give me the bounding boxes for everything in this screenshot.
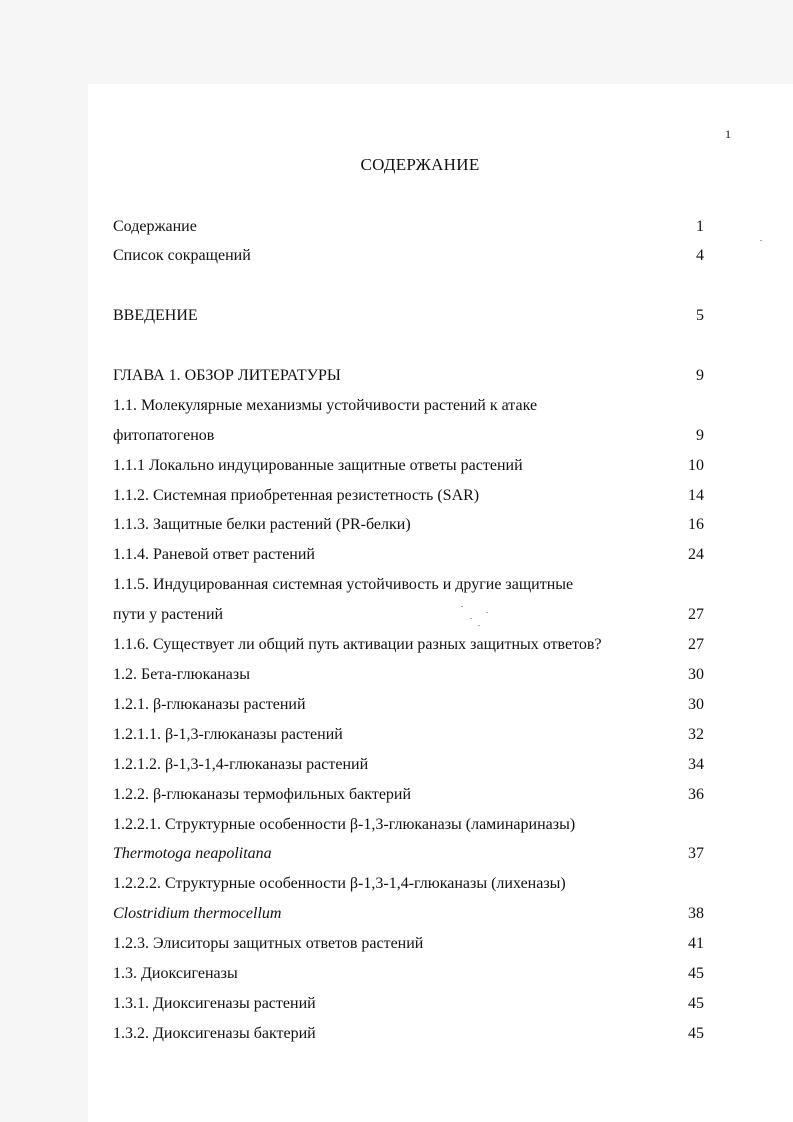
toc-entry-text: 1.1.4. Раневой ответ растений <box>113 546 315 563</box>
toc-entry[interactable] <box>113 244 713 268</box>
toc-entry[interactable] <box>113 603 713 627</box>
toc-entry[interactable] <box>113 454 713 478</box>
toc-entry[interactable] <box>113 783 713 807</box>
toc-entry-page: 5 <box>696 307 704 324</box>
toc-entry[interactable] <box>113 962 713 986</box>
toc-entry[interactable] <box>113 513 713 537</box>
toc-entry-page: 38 <box>688 905 704 922</box>
toc-entry-text: 1.1.2. Системная приобретенная резистетность (SAR) <box>113 487 480 504</box>
scan-speck <box>760 240 762 241</box>
toc-entry-text: ГЛАВА 1. ОБЗОР ЛИТЕРАТУРЫ <box>113 367 341 384</box>
toc-entry-page: 34 <box>688 756 704 773</box>
toc-entry[interactable] <box>113 872 713 896</box>
scan-speck <box>486 612 488 613</box>
toc-entry-text: 1.2.2.2. Структурные особенности β-1,3-1,4-глюканазы (лихеназы) <box>113 875 566 892</box>
toc-entry-text: ВВЕДЕНИЕ <box>113 307 198 324</box>
toc-entry-text: 1.1.6. Существует ли общий путь активации разных защитных ответов? <box>113 636 602 653</box>
toc-entry-page: 30 <box>688 696 704 713</box>
toc-entry-text: Содержание <box>113 218 197 235</box>
toc-entry[interactable] <box>113 543 713 567</box>
toc-entry-text: 1.2.1.1. β-1,3-глюканазы растений <box>113 726 343 743</box>
toc-entry[interactable] <box>113 424 713 448</box>
toc-entry-text: 1.1.5. Индуцированная системная устойчивость и другие защитные <box>113 576 574 593</box>
toc-entry[interactable] <box>113 932 713 956</box>
toc-entry-text: 1.1.3. Защитные белки растений (PR-белки) <box>113 516 411 533</box>
toc-entry-text: Thermotoga neapolitana <box>113 845 272 862</box>
toc-entry-page: 10 <box>688 457 704 474</box>
toc-entry[interactable] <box>113 813 713 837</box>
toc-entry-text: 1.2.2. β-глюканазы термофильных бактерий <box>113 786 412 803</box>
toc-entry-page: 37 <box>688 845 704 862</box>
toc-entry[interactable] <box>113 484 713 508</box>
toc-entry-page: 9 <box>696 367 704 384</box>
toc-entry-text: 1.3.1. Диоксигеназы растений <box>113 995 316 1012</box>
toc-entry-page: 14 <box>688 487 704 504</box>
toc-entry-page: 36 <box>688 786 704 803</box>
toc-entry[interactable] <box>113 304 713 328</box>
toc-entry[interactable] <box>113 753 713 777</box>
toc-entry-page: 27 <box>688 606 704 623</box>
toc-entry[interactable] <box>113 215 713 239</box>
toc-entry-page: 27 <box>688 636 704 653</box>
toc-entry[interactable] <box>113 394 713 418</box>
toc-entry[interactable] <box>113 992 713 1016</box>
toc-entry-page: 16 <box>688 516 704 533</box>
toc-entry-text: пути у растений <box>113 606 224 623</box>
toc-entry-text: 1.3.2. Диоксигеназы бактерий <box>113 1025 316 1042</box>
toc-entry[interactable] <box>113 633 713 657</box>
scan-speck <box>470 618 472 619</box>
toc-entry-page: 32 <box>688 726 704 743</box>
toc-entry[interactable] <box>113 573 713 597</box>
toc-entry[interactable] <box>113 364 713 388</box>
toc-entry[interactable] <box>113 1022 713 1046</box>
toc-entry-text: 1.3. Диоксигеназы <box>113 965 238 982</box>
toc-entry-text: 1.2.2.1. Структурные особенности β-1,3-глюканазы (ламинариназы) <box>113 816 576 833</box>
toc-entry-text: 1.1.1 Локально индуцированные защитные ответы растений <box>113 457 523 474</box>
toc-entry-page: 9 <box>696 427 704 444</box>
page-number: 1 <box>725 127 731 141</box>
toc-entry-text: 1.2.1. β-глюканазы растений <box>113 696 306 713</box>
toc-entry-page: 45 <box>688 965 704 982</box>
toc-entry-text: фитопатогенов <box>113 427 215 444</box>
toc-entry-text: 1.2.3. Элиситоры защитных ответов растений <box>113 935 424 952</box>
toc-entry-page: 45 <box>688 995 704 1012</box>
toc-entry-page: 45 <box>688 1025 704 1042</box>
toc-entry-text: 1.2. Бета-глюканазы <box>113 666 250 683</box>
scan-speck <box>478 625 480 626</box>
page-title: СОДЕРЖАНИЕ <box>360 155 480 174</box>
toc-entry[interactable] <box>113 902 713 926</box>
scan-speck <box>461 606 463 607</box>
toc-entry[interactable] <box>113 663 713 687</box>
toc-entry-text: Clostridium thermocellum <box>113 905 282 922</box>
toc-entry-page: 4 <box>696 247 704 264</box>
toc-entry-text: 1.2.1.2. β-1,3-1,4-глюканазы растений <box>113 756 369 773</box>
toc-entry[interactable] <box>113 693 713 717</box>
toc-entry-text: 1.1. Молекулярные механизмы устойчивости растений к атаке <box>113 397 538 414</box>
toc-entry-text: Список сокращений <box>113 247 251 264</box>
toc-entry-page: 41 <box>688 935 704 952</box>
toc-entry[interactable] <box>113 842 713 866</box>
toc-entry-page: 30 <box>688 666 704 683</box>
toc-entry-page: 24 <box>688 546 704 563</box>
toc-entry-page: 1 <box>696 218 704 235</box>
toc-entry[interactable] <box>113 723 713 747</box>
